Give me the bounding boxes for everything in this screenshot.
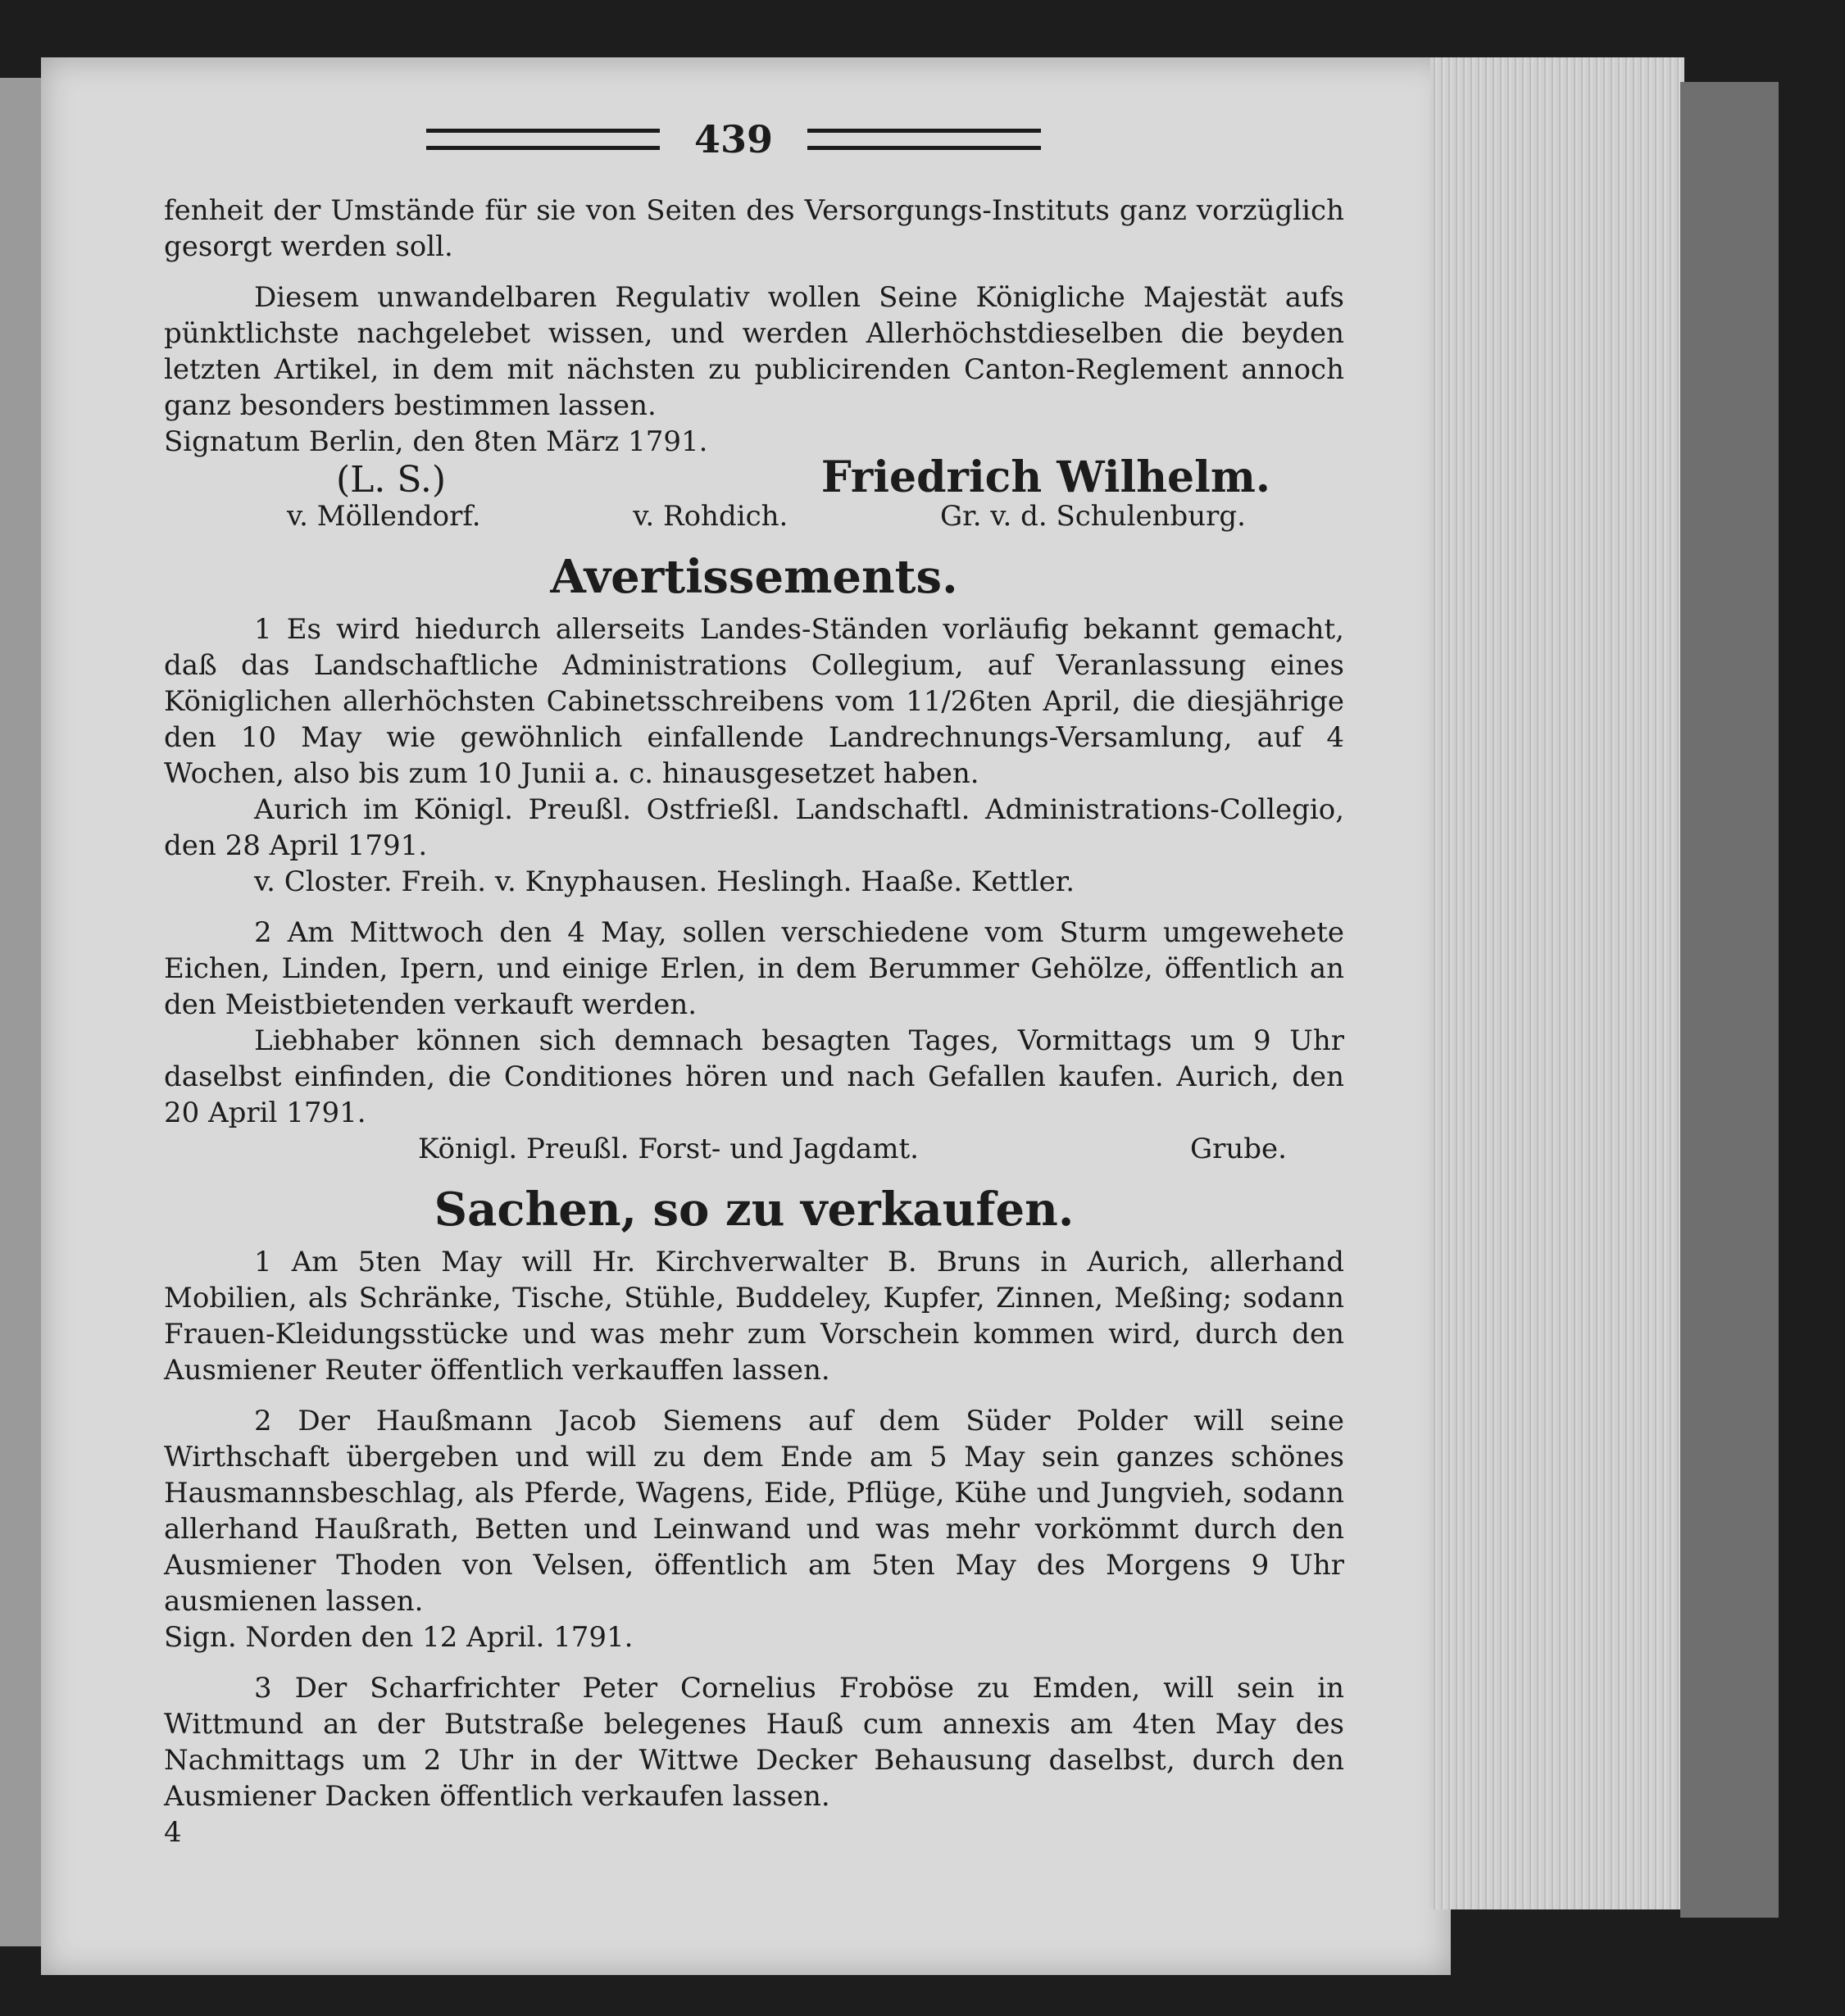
catchword: 4: [164, 1816, 182, 1849]
section-title-avertissements: Avertissements.: [550, 550, 958, 604]
countersign-3: Gr. v. d. Schulenburg.: [940, 500, 1246, 533]
countersign-1: v. Möllendorf.: [287, 500, 481, 533]
avertissement-2-continued: Liebhaber können sich demnach besagten Tages, Vormittags um 9 Uhr daselbst einfinden, die Conditiones hören und nach Gefallen kaufen. Aurich, den 20 April 1791.: [164, 1024, 1344, 1129]
avertissement-2-signer: Grube.: [1189, 1133, 1287, 1165]
seal: (L. S.): [336, 459, 447, 501]
avertissement-2-dept-line: [164, 1131, 1344, 1167]
avertissement-1-signers: v. Closter. Freih. v. Knyphausen. Heslingh. Haaße. Kettler.: [254, 865, 1075, 898]
section-title-sachen: Sachen, so zu verkaufen.: [434, 1183, 1075, 1237]
signatum-line: Signatum Berlin, den 8ten März 1791.: [164, 425, 708, 458]
header-rule-right: [807, 129, 1041, 150]
sale-2: 2 Der Haußmann Jacob Siemens auf dem Süder Polder will seine Wirthschaft übergeben und will zu dem Ende am 5 May sein ganzes schönes Hausmannsbeschlag, als Pferde, Wagens, Eide, Pflüge, Kühe und Jungvieh, sodann allerhand Haußrath, Betten und Leinwand und was mehr vorkömmt durch den Ausmiener Thoden von Velsen, öffentlich am 5ten May des Morgens 9 Uhr ausmienen lassen.: [164, 1405, 1344, 1618]
sale-2-sign: Sign. Norden den 12 April. 1791.: [164, 1621, 634, 1654]
avertissement-1: 1 Es wird hiedurch allerseits Landes-Ständen vorläufig bekannt gemacht, daß das Landschaftliche Administrations Collegium, auf Veranlassung eines Königlichen allerhöchsten Cabinetsschreibens vom 11/26ten April, die diesjährige den 10 May wie gewöhnlich einfallende Landrechnungs-Versamlung, auf 4 Wochen, also bis zum 10 Junii a. c. hinausgesetzet haben.: [164, 613, 1344, 790]
continuation-paragraph: fenheit der Umstände für sie von Seiten des Versorgungs-Instituts ganz vorzüglich gesorgt werden soll.: [164, 194, 1344, 263]
avertissement-1-place: Aurich im Königl. Preußl. Ostfrießl. Landschaftl. Administrations-Collegio, den 28 April 1791.: [164, 793, 1344, 862]
countersign-2: v. Rohdich.: [633, 500, 788, 533]
book-cover: [1680, 82, 1779, 1918]
countersign-line: [164, 498, 1344, 534]
page-text: [164, 193, 1344, 1850]
king-signature: Friedrich Wilhelm.: [820, 452, 1270, 502]
page-block-edge: [1430, 57, 1684, 1909]
seal-signature-line: [164, 452, 1344, 502]
page-number: 439: [693, 117, 774, 161]
avertissement-2-dept: Königl. Preußl. Forst- und Jagdamt.: [418, 1133, 919, 1165]
sale-1: 1 Am 5ten May will Hr. Kirchverwalter B. Bruns in Aurich, allerhand Mobilien, als Schränke, Tische, Stühle, Buddeley, Kupfer, Zinnen, Meßing; sodann Frauen-Kleidungsstücke und was mehr zum Vorschein kommen wird, durch den Ausmiener Reuter öffentlich verkauffen lassen.: [164, 1246, 1344, 1387]
avertissement-2: 2 Am Mittwoch den 4 May, sollen verschiedene vom Sturm umgewehete Eichen, Linden, Ipern, und einige Erlen, in dem Berummer Gehölze, öffentlich an den Meistbietenden verkauft werden.: [164, 916, 1344, 1021]
page-header: [426, 115, 1041, 164]
sale-3: 3 Der Scharfrichter Peter Cornelius Froböse zu Emden, will sein in Wittmund an der Butstraße belegenes Hauß cum annexis am 4ten May des Nachmittags um 2 Uhr in der Wittwe Decker Behausung daselbst, durch den Ausmiener Dacken öffentlich verkaufen lassen.: [164, 1672, 1344, 1813]
header-rule-left: [426, 129, 660, 150]
regulativ-paragraph: Diesem unwandelbaren Regulativ wollen Seine Königliche Majestät aufs pünktlichste nachgelebet wissen, und werden Allerhöchstdieselben die beyden letzten Artikel, in dem mit nächsten zu publicirenden Canton-Reglement annoch ganz besonders bestimmen lassen.: [164, 281, 1344, 422]
